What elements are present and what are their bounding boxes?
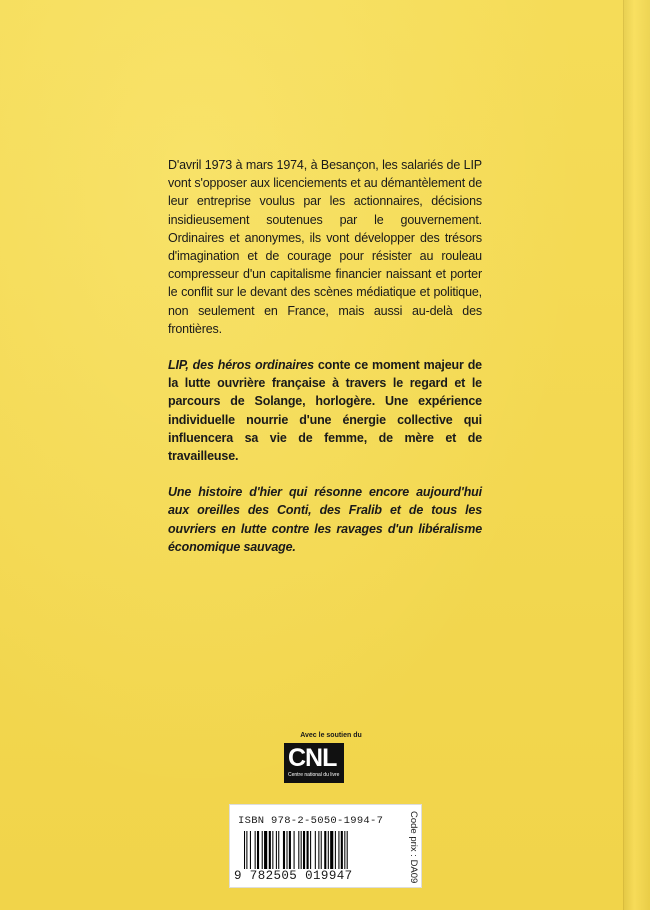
barcode-stripe	[276, 831, 277, 869]
barcode-stripe	[244, 831, 245, 869]
book-title-inline: LIP, des héros ordinaires	[168, 358, 314, 373]
cover-edge	[623, 0, 650, 910]
barcode-stripe	[289, 831, 291, 869]
barcode-stripe	[298, 831, 299, 869]
barcode-stripe	[255, 831, 256, 869]
barcode-bars	[244, 831, 394, 869]
barcode-stripe	[307, 831, 309, 869]
isbn-text: ISBN 978-2-5050-1994-7	[238, 815, 384, 827]
barcode-stripe	[324, 831, 326, 869]
cnl-logo-letters: CNL	[288, 744, 337, 772]
barcode-stripe	[264, 831, 267, 869]
barcode-stripe	[278, 831, 279, 869]
barcode-stripe	[301, 831, 302, 869]
barcode-stripe	[335, 831, 336, 869]
blurb-paragraph-3: Une histoire d'hier qui résonne encore aujourd'hui aux oreilles des Conti, des Fralib et de tous les ouvriers en lutte contre les ravages d'un libéralisme économique sauvage.	[168, 485, 482, 554]
barcode-stripe	[344, 831, 345, 869]
barcode-stripe	[294, 831, 295, 869]
barcode-stripe	[250, 831, 251, 869]
barcode-stripe	[315, 831, 316, 869]
support-label: Avec le soutien du	[300, 732, 362, 739]
barcode-panel	[229, 804, 422, 888]
barcode-stripe	[272, 831, 273, 869]
barcode-digits: 9 782505 019947	[234, 869, 353, 883]
blurb-paragraph-2-text: conte ce moment majeur de la lutte ouvrière française à travers le regard et le parcours de Solange, horlogère. Une expérience individuelle nourrie d'une énergie collective qui influencera sa vie de femme, de mère et de travailleuse.	[168, 358, 482, 464]
barcode-stripe	[341, 831, 343, 869]
barcode-stripe	[310, 831, 311, 869]
barcode-stripe	[321, 831, 322, 869]
price-code: Code prix : DA09	[408, 811, 419, 884]
barcode-stripe	[303, 831, 305, 869]
cnl-logo	[284, 743, 344, 783]
back-cover-blurb	[168, 156, 482, 574]
barcode-stripe	[257, 831, 259, 869]
barcode-stripe	[246, 831, 247, 869]
barcode-stripe	[338, 831, 339, 869]
cnl-logo-subtitle: Centre national du livre	[288, 772, 340, 778]
blurb-paragraph-1: D'avril 1973 à mars 1974, à Besançon, les salariés de LIP vont s'opposer aux licenciements et au démantèlement de leur entreprise voulus par les actionnaires, décisions insidieusement soutenues par le gouvernement. Ordinaires et anonymes, ils vont développer des trésors d'imagination et de courage pour résister au rouleau compresseur d'un capitalisme financier naissant et porter le conflit sur le devant des scènes médiatique et politique, non seulement en France, mais aussi au-delà des frontières.	[168, 158, 482, 336]
barcode-stripe	[262, 831, 263, 869]
barcode-stripe	[330, 831, 333, 869]
barcode-stripe	[286, 831, 287, 869]
barcode-stripe	[318, 831, 319, 869]
barcode-stripe	[269, 831, 271, 869]
barcode-stripe	[328, 831, 329, 869]
blurb-paragraph-2	[168, 356, 482, 465]
barcode-stripe	[283, 831, 285, 869]
barcode-stripe	[347, 831, 348, 869]
